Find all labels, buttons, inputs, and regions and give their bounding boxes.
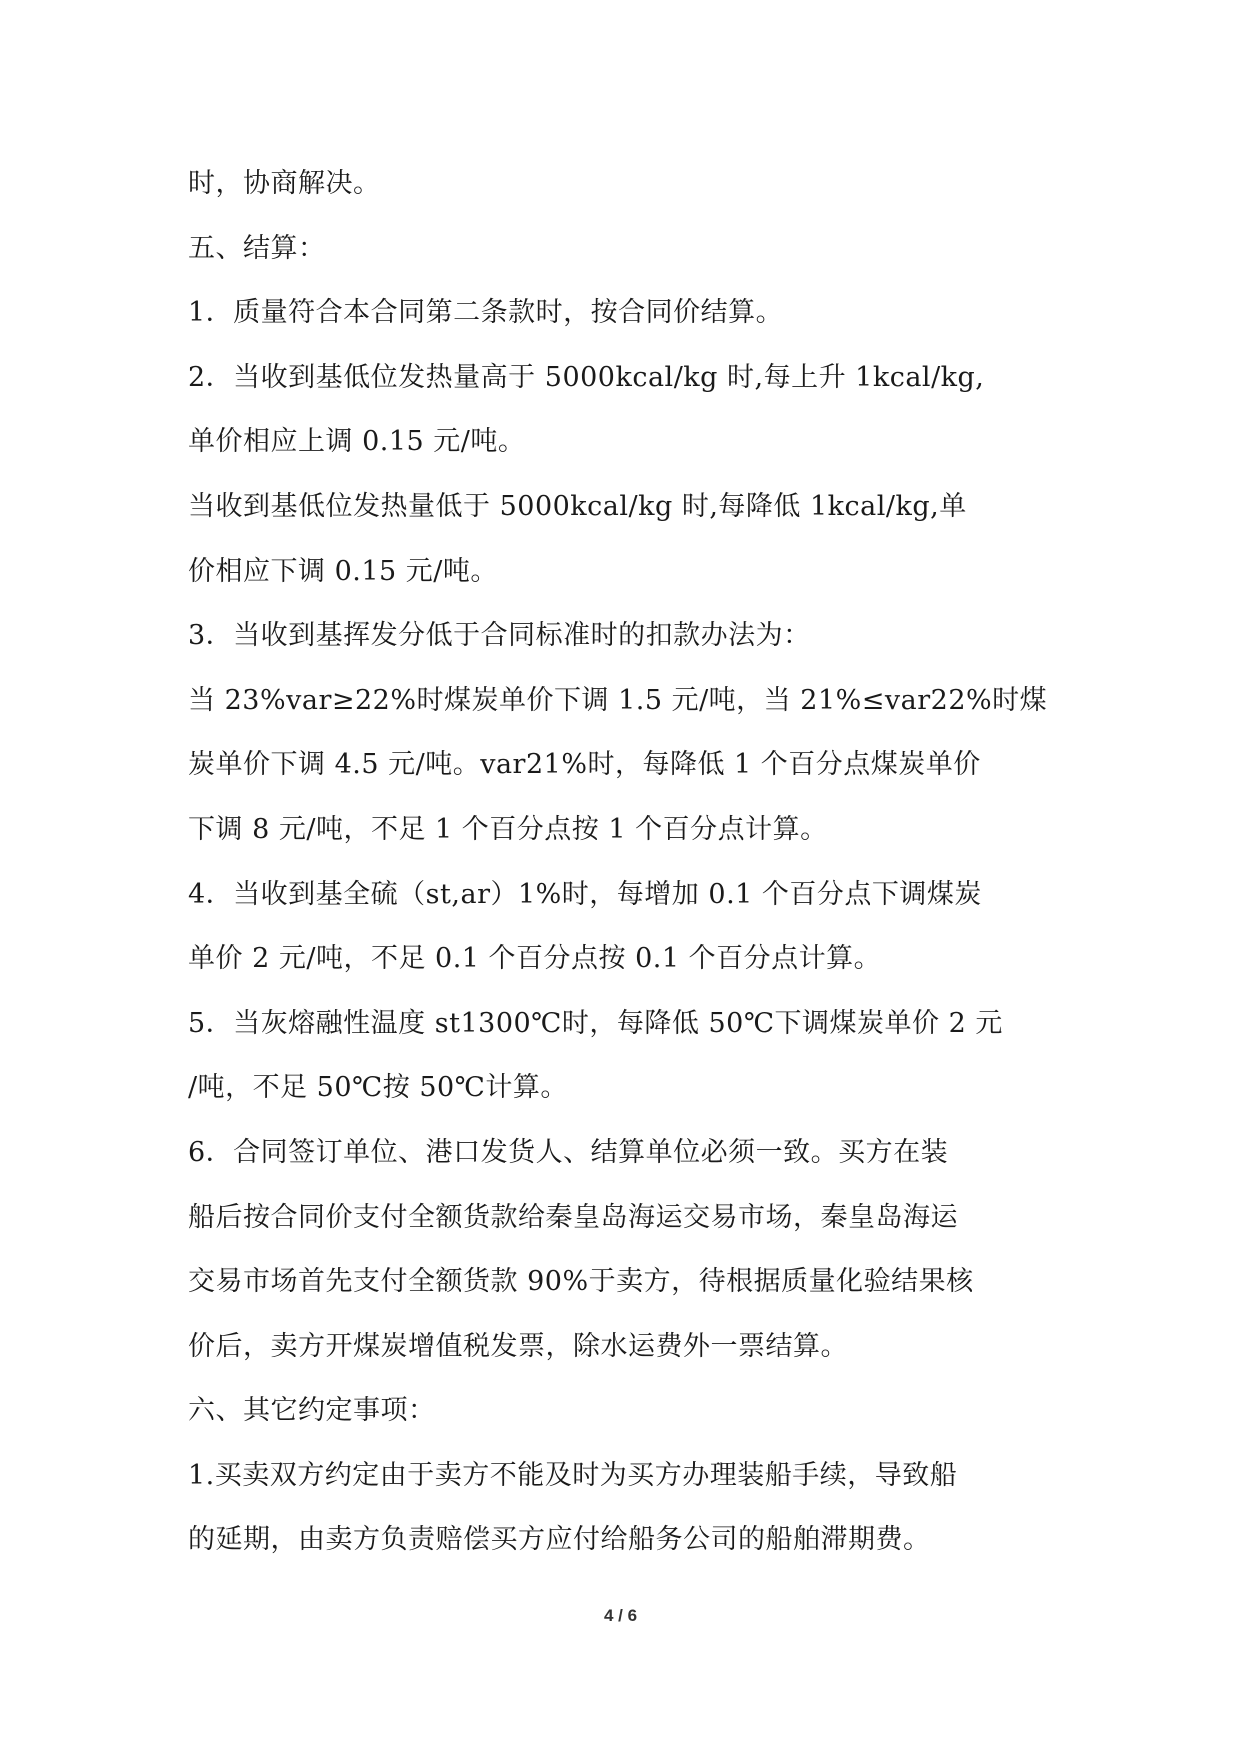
text-line: 炭单价下调 4.5 元/吨。var21%时，每降低 1 个百分点煤炭单价: [188, 749, 981, 781]
text-line: 6．合同签订单位、港口发货人、结算单位必须一致。买方在装: [188, 1136, 949, 1168]
page-number: 4 / 6: [603, 1606, 638, 1625]
section-heading-settlement: 五、结算：: [188, 232, 326, 264]
text-line: 4．当收到基全硫（st,ar）1%时，每增加 0.1 个百分点下调煤炭: [188, 878, 982, 910]
text-line: 下调 8 元/吨，不足 1 个百分点按 1 个百分点计算。: [188, 813, 828, 845]
text-line: 的延期，由卖方负责赔偿买方应付给船务公司的船舶滞期费。: [188, 1524, 931, 1556]
text-line: 单价 2 元/吨，不足 0.1 个百分点按 0.1 个百分点计算。: [188, 943, 882, 975]
text-line: 时，协商解决。: [188, 168, 381, 199]
document-body: [188, 152, 1068, 1573]
section-heading-other-terms: 六、其它约定事项：: [188, 1395, 436, 1427]
text-line: 船后按合同价支付全额货款给秦皇岛海运交易市场，秦皇岛海运: [188, 1201, 958, 1233]
text-line: 1.买卖双方约定由于卖方不能及时为买方办理装船手续，导致船: [188, 1459, 958, 1491]
text-line: 1．质量符合本合同第二条款时，按合同价结算。: [188, 297, 784, 329]
text-line: /吨，不足 50℃按 50℃计算。: [188, 1072, 568, 1104]
text-line: 价后，卖方开煤炭增值税发票，除水运费外一票结算。: [188, 1330, 848, 1362]
text-line: 单价相应上调 0.15 元/吨。: [188, 426, 526, 458]
text-line: 5．当灰熔融性温度 st1300℃时，每降低 50℃下调煤炭单价 2 元: [188, 1007, 1003, 1039]
text-line: 价相应下调 0.15 元/吨。: [188, 555, 498, 587]
text-line: 3．当收到基挥发分低于合同标准时的扣款办法为：: [188, 620, 811, 652]
text-line: 2．当收到基低位发热量高于 5000kcal/kg 时,每上升 1kcal/kg,: [188, 361, 985, 393]
text-line: 当收到基低位发热量低于 5000kcal/kg 时,每降低 1kcal/kg,单: [188, 490, 967, 522]
text-line: 当 23%var≥22%时煤炭单价下调 1.5 元/吨，当 21%≤var22%时煤: [188, 684, 1048, 716]
text-line: 交易市场首先支付全额货款 90%于卖方，待根据质量化验结果核: [188, 1266, 974, 1298]
